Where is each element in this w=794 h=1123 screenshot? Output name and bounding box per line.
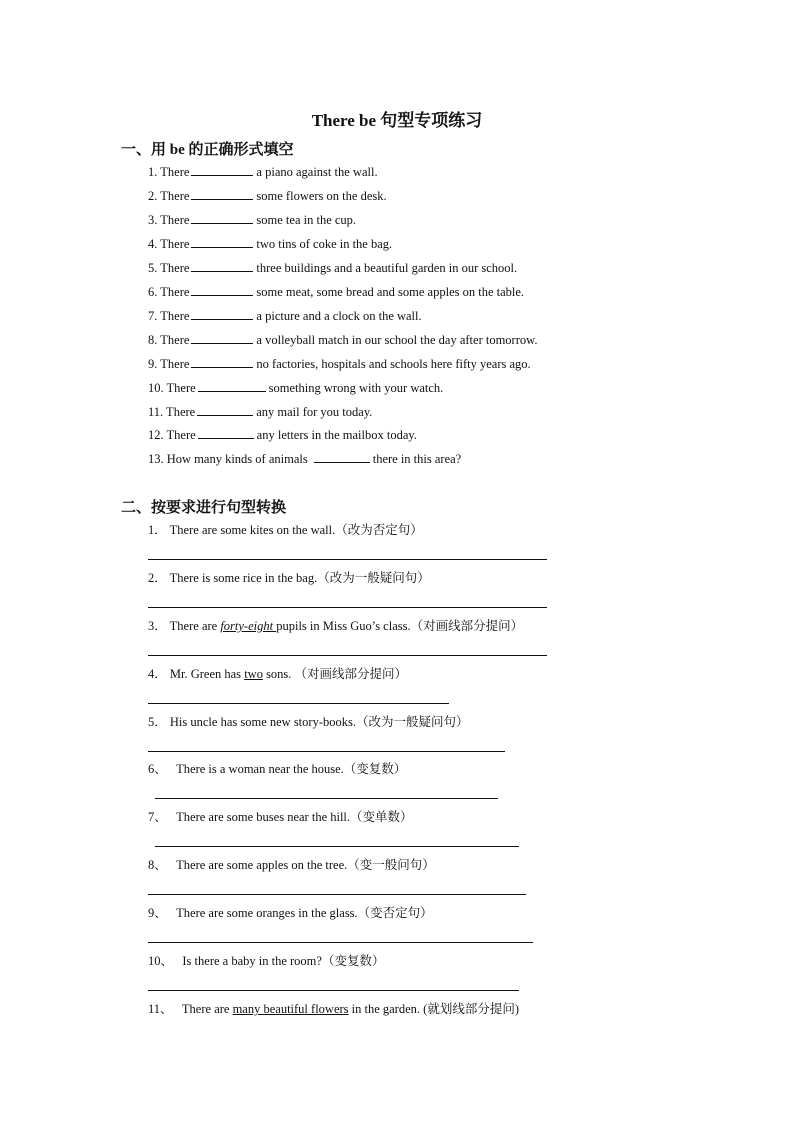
item-instruction: （对画线部分提问） [410, 619, 524, 633]
transform-item [148, 522, 423, 538]
answer-line[interactable] [148, 655, 547, 656]
answer-line[interactable] [148, 607, 547, 608]
item-instruction: （变一般问句） [347, 858, 435, 872]
item-text: There are some oranges in the glass. [176, 906, 358, 920]
item-text: 5. There [148, 261, 190, 275]
fill-item [148, 379, 443, 396]
item-number: 7、 [148, 810, 167, 824]
item-number: 11、 [148, 1002, 173, 1016]
fill-item [148, 187, 387, 204]
item-instruction: （改为一般疑问句） [317, 571, 430, 585]
fill-item [148, 259, 517, 276]
transform-item [148, 809, 413, 825]
item-number: 1． [148, 523, 167, 537]
item-text: any mail for you today. [256, 405, 373, 419]
answer-blank[interactable] [314, 450, 370, 463]
answer-line[interactable] [148, 751, 505, 752]
answer-line[interactable] [148, 703, 449, 704]
answer-blank[interactable] [191, 283, 253, 296]
item-text: 1. There [148, 165, 190, 179]
fill-item [148, 283, 524, 300]
item-instruction: （改为否定句） [335, 523, 423, 537]
page-title: There be 句型专项练习 [311, 111, 483, 130]
item-text: any letters in the mailbox today. [256, 428, 417, 442]
fill-item [148, 163, 378, 180]
item-instruction: （对画线部分提问） [294, 667, 408, 681]
transform-item [148, 618, 523, 634]
answer-line[interactable] [148, 559, 547, 560]
item-text: something wrong with your watch. [268, 381, 444, 395]
answer-blank[interactable] [191, 187, 253, 200]
item-text: There are [169, 619, 221, 633]
item-number: 9、 [148, 906, 167, 920]
item-text: 2. There [148, 189, 190, 203]
item-text: There are some buses near the hill. [176, 810, 351, 824]
item-text: There are some kites on the wall. [169, 523, 336, 537]
item-text: pupils in Miss Guo’s class. [276, 619, 411, 633]
answer-line[interactable] [155, 846, 519, 847]
item-text: 13. How many kinds of animals [148, 452, 308, 466]
item-text: 12. There [148, 428, 196, 442]
fill-item [148, 307, 422, 324]
answer-line[interactable] [148, 942, 533, 943]
item-text: some tea in the cup. [256, 213, 357, 227]
fill-item [148, 426, 417, 443]
answer-blank[interactable] [191, 307, 253, 320]
item-text: Mr. Green has [169, 667, 245, 681]
item-text: His uncle has some new story-books. [169, 715, 356, 729]
transform-item [148, 905, 433, 921]
item-instruction: （变单数） [350, 810, 413, 824]
item-text: There is some rice in the bag. [169, 571, 318, 585]
item-text: There are [181, 1002, 233, 1016]
section1-heading: 一、用 be 的正确形式填空 [121, 142, 294, 158]
item-text: some meat, some bread and some apples on the table. [256, 285, 525, 299]
item-text: 4. There [148, 237, 190, 251]
item-text: sons. [262, 667, 292, 681]
item-text: Is there a baby in the room? [182, 954, 322, 968]
item-text: There is a woman near the house. [176, 762, 344, 776]
answer-blank[interactable] [198, 426, 254, 439]
item-instruction: （变复数） [343, 762, 407, 776]
item-number: 5． [148, 715, 167, 729]
item-text: 3. There [148, 213, 190, 227]
item-number: 8、 [148, 858, 167, 872]
item-text: There are some apples on the tree. [176, 858, 348, 872]
underlined-text: two [244, 667, 263, 681]
fill-item [148, 355, 531, 372]
item-text: two tins of coke in the bag. [256, 237, 393, 251]
item-number: 10、 [148, 954, 174, 968]
item-text: 9. There [148, 357, 190, 371]
item-number: 3． [148, 619, 167, 633]
item-text: 7. There [148, 309, 190, 323]
item-number: 2． [148, 571, 167, 585]
item-instruction: （变否定句） [357, 906, 433, 920]
item-instruction: （改为一般疑问句） [355, 715, 469, 729]
transform-item [148, 570, 430, 586]
item-text: 8. There [148, 333, 190, 347]
transform-item [148, 1001, 519, 1017]
item-text: no factories, hospitals and schools here fifty years ago. [256, 357, 531, 371]
item-number: 4． [148, 667, 167, 681]
underlined-text: forty-eight [220, 619, 277, 633]
answer-blank[interactable] [198, 379, 266, 392]
fill-item [148, 331, 537, 348]
answer-line[interactable] [148, 990, 519, 991]
section2-heading: 二、按要求进行句型转换 [121, 500, 287, 516]
item-text: 6. There [148, 285, 190, 299]
answer-line[interactable] [155, 798, 498, 799]
answer-blank[interactable] [191, 163, 253, 176]
item-number: 6、 [148, 762, 167, 776]
item-instruction: (就划线部分提问) [423, 1002, 519, 1016]
answer-line[interactable] [148, 894, 526, 895]
item-text: a volleyball match in our school the day after tomorrow. [256, 333, 538, 347]
item-text: a picture and a clock on the wall. [256, 309, 422, 323]
fill-item [148, 450, 461, 467]
answer-blank[interactable] [191, 235, 253, 248]
item-text: there in this area? [372, 452, 462, 466]
answer-blank[interactable] [197, 403, 253, 416]
answer-blank[interactable] [191, 331, 253, 344]
transform-item [148, 714, 469, 730]
fill-item [148, 403, 372, 420]
answer-blank[interactable] [191, 259, 253, 272]
item-text: a piano against the wall. [256, 165, 378, 179]
item-text: some flowers on the desk. [256, 189, 387, 203]
transform-item [148, 953, 384, 969]
answer-blank[interactable] [191, 355, 253, 368]
underlined-text: many beautiful flowers [232, 1002, 349, 1016]
fill-item [148, 211, 356, 228]
item-text: three buildings and a beautiful garden in our school. [256, 261, 518, 275]
transform-item [148, 761, 406, 777]
item-text: in the garden. [348, 1002, 421, 1016]
transform-item [148, 857, 435, 873]
transform-item [148, 666, 407, 682]
fill-item [148, 235, 392, 252]
answer-blank[interactable] [191, 211, 253, 224]
item-instruction: （变复数） [321, 954, 385, 968]
item-text: 11. There [148, 405, 196, 419]
item-text: 10. There [148, 381, 196, 395]
